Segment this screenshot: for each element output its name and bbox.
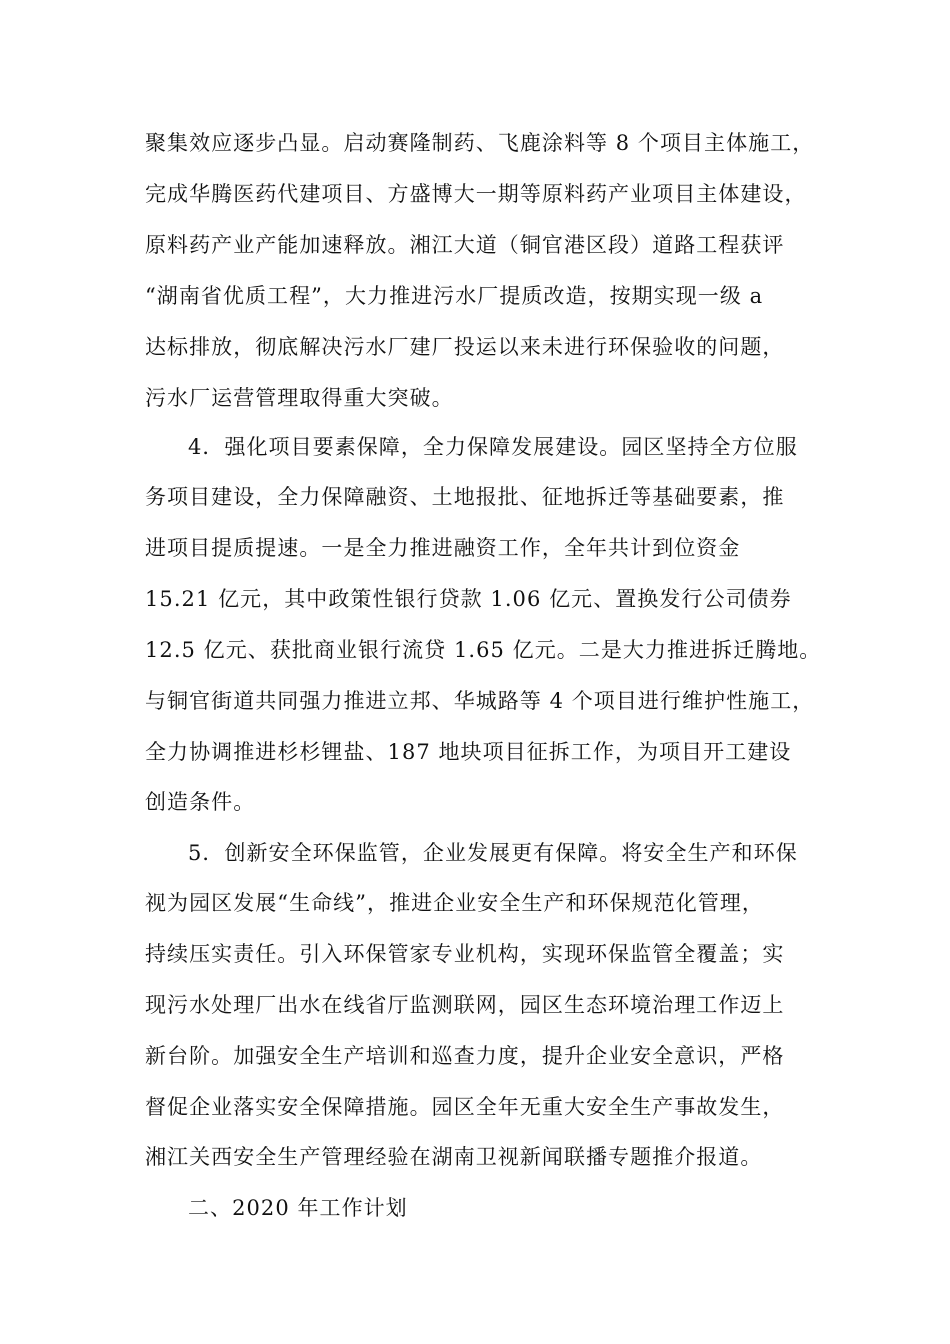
paragraph-5-line-4: 现污水处理厂出水在线省厅监测联网，园区生态环境治理工作迈上 — [145, 993, 785, 1017]
paragraph-4-line-7: 全力协调推进杉杉锂盐、187 地块项目征拆工作，为项目开工建设 — [145, 740, 792, 764]
paragraph-5-line-7: 湘江关西安全生产管理经验在湖南卫视新闻联播专题推介报道。 — [145, 1145, 763, 1169]
paragraph-5-line-1: 5．创新安全环保监管，企业发展更有保障。将安全生产和环保 — [188, 841, 798, 865]
paragraph-3-line-2: 完成华腾医药代建项目、方盛博大一期等原料药产业项目主体建设， — [145, 182, 807, 206]
paragraph-5-line-6: 督促企业落实安全保障措施。园区全年无重大安全生产事故发生， — [145, 1095, 785, 1119]
paragraph-4-line-2: 务项目建设，全力保障融资、土地报批、征地拆迁等基础要素，推 — [145, 485, 785, 509]
paragraph-5-line-5: 新台阶。加强安全生产培训和巡查力度，提升企业安全意识，严格 — [145, 1044, 785, 1068]
paragraph-4-line-5: 12.5 亿元、获批商业银行流贷 1.65 亿元。二是大力推进拆迁腾地。 — [145, 638, 822, 662]
paragraph-3-line-3: 原料药产业产能加速释放。湘江大道（铜官港区段）道路工程获评 — [145, 233, 785, 257]
paragraph-3-line-4: “湖南省优质工程”，大力推进污水厂提质改造，按期实现一级 a — [145, 284, 764, 308]
paragraph-4-line-4: 15.21 亿元，其中政策性银行贷款 1.06 亿元、置换发行公司债券 — [145, 587, 792, 611]
paragraph-4-line-1: 4．强化项目要素保障，全力保障发展建设。园区坚持全方位服 — [188, 435, 798, 459]
section-heading: 二、2020 年工作计划 — [188, 1196, 408, 1220]
paragraph-4-line-3: 进项目提质提速。一是全力推进融资工作，全年共计到位资金 — [145, 536, 741, 560]
paragraph-4-line-6: 与铜官街道共同强力推进立邦、华城路等 4 个项目进行维护性施工， — [145, 689, 815, 713]
paragraph-5-line-3: 持续压实责任。引入环保管家专业机构，实现环保监管全覆盖；实 — [145, 942, 785, 966]
paragraph-4-line-8: 创造条件。 — [145, 790, 256, 814]
paragraph-3-line-6: 污水厂运营管理取得重大突破。 — [145, 386, 454, 410]
paragraph-3-line-5: 达标排放，彻底解决污水厂建厂投运以来未进行环保验收的问题， — [145, 335, 785, 359]
paragraph-3-line-1: 聚集效应逐步凸显。启动赛隆制药、飞鹿涂料等 8 个项目主体施工， — [145, 131, 815, 155]
paragraph-5-line-2: 视为园区发展“生命线”，推进企业安全生产和环保规范化管理， — [145, 891, 764, 915]
